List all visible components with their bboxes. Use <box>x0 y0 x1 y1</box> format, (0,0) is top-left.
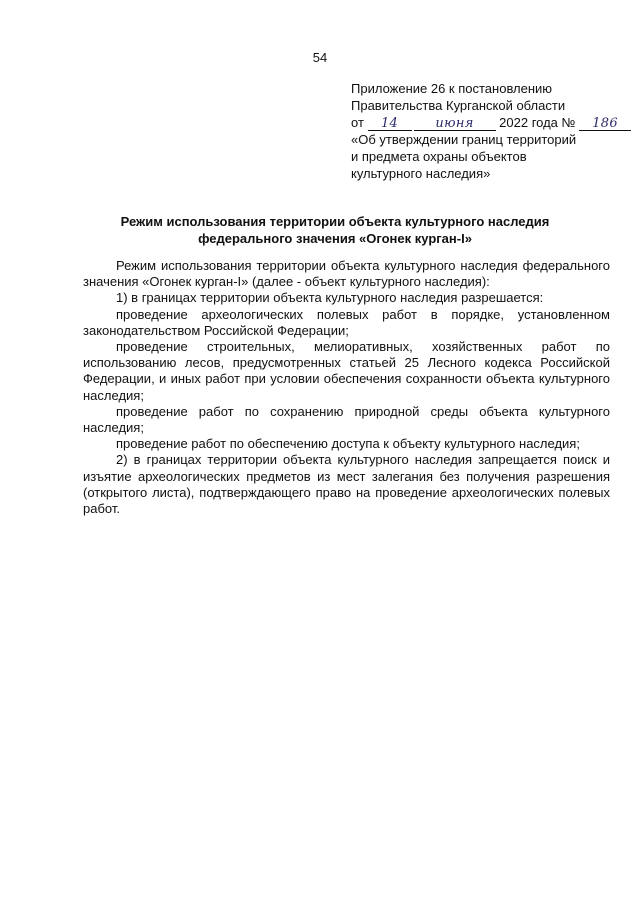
appendix-line: и предмета охраны объектов <box>351 149 527 164</box>
body-paragraph: проведение работ по обеспечению доступа к объекту культурного наследия; <box>116 436 580 452</box>
body-paragraph: 2) в границах территории объекта культурного наследия запрещается поиск и изъятие археологических предметов из мест залегания без получения разрешения (открытого листа), подтверждающего право на проведение археологических полевых работ. <box>83 452 610 517</box>
document-body <box>83 258 610 517</box>
appendix-line: культурного наследия» <box>351 166 491 181</box>
date-day-handwritten: 14 <box>380 116 399 131</box>
date-prefix: от <box>351 115 364 130</box>
body-paragraph: проведение археологических полевых работ в порядке, установленном законодательством Российской Федерации; <box>83 306 610 338</box>
date-year: 2022 года № <box>499 115 576 130</box>
appendix-line: Приложение 26 к постановлению <box>351 81 553 96</box>
page-number: 54 <box>312 50 328 65</box>
date-month-field <box>414 116 496 131</box>
body-paragraph: Режим использования территории объекта культурного наследия федерального значения «Огонек курган-I» (далее - объект культурного наследия): <box>83 258 610 290</box>
appendix-date-line <box>351 114 621 131</box>
body-paragraph: 1) в границах территории объекта культурного наследия разрешается: <box>116 290 544 306</box>
doc-number-handwritten: 186 <box>592 116 618 131</box>
appendix-line: Правительства Курганской области <box>351 98 566 113</box>
date-day-field <box>368 116 412 131</box>
appendix-header <box>351 80 621 182</box>
title-line: Режим использования территории объекта культурного наследия <box>120 214 550 229</box>
appendix-line: «Об утверждении границ территорий <box>351 132 577 147</box>
body-paragraph: проведение работ по сохранению природной среды объекта культурного наследия; <box>83 403 610 436</box>
document-title <box>60 213 610 247</box>
body-paragraph: проведение строительных, мелиоративных, хозяйственных работ по использованию лесов, предусмотренных статьей 25 Лесного кодекса Российской Федерации, и иных работ при условии обеспечения сохранности объекта культурного наследия; <box>83 339 610 403</box>
doc-number-field <box>579 116 631 131</box>
date-month-handwritten: июня <box>435 116 474 131</box>
title-line: федерального значения «Огонек курган-I» <box>198 231 472 246</box>
